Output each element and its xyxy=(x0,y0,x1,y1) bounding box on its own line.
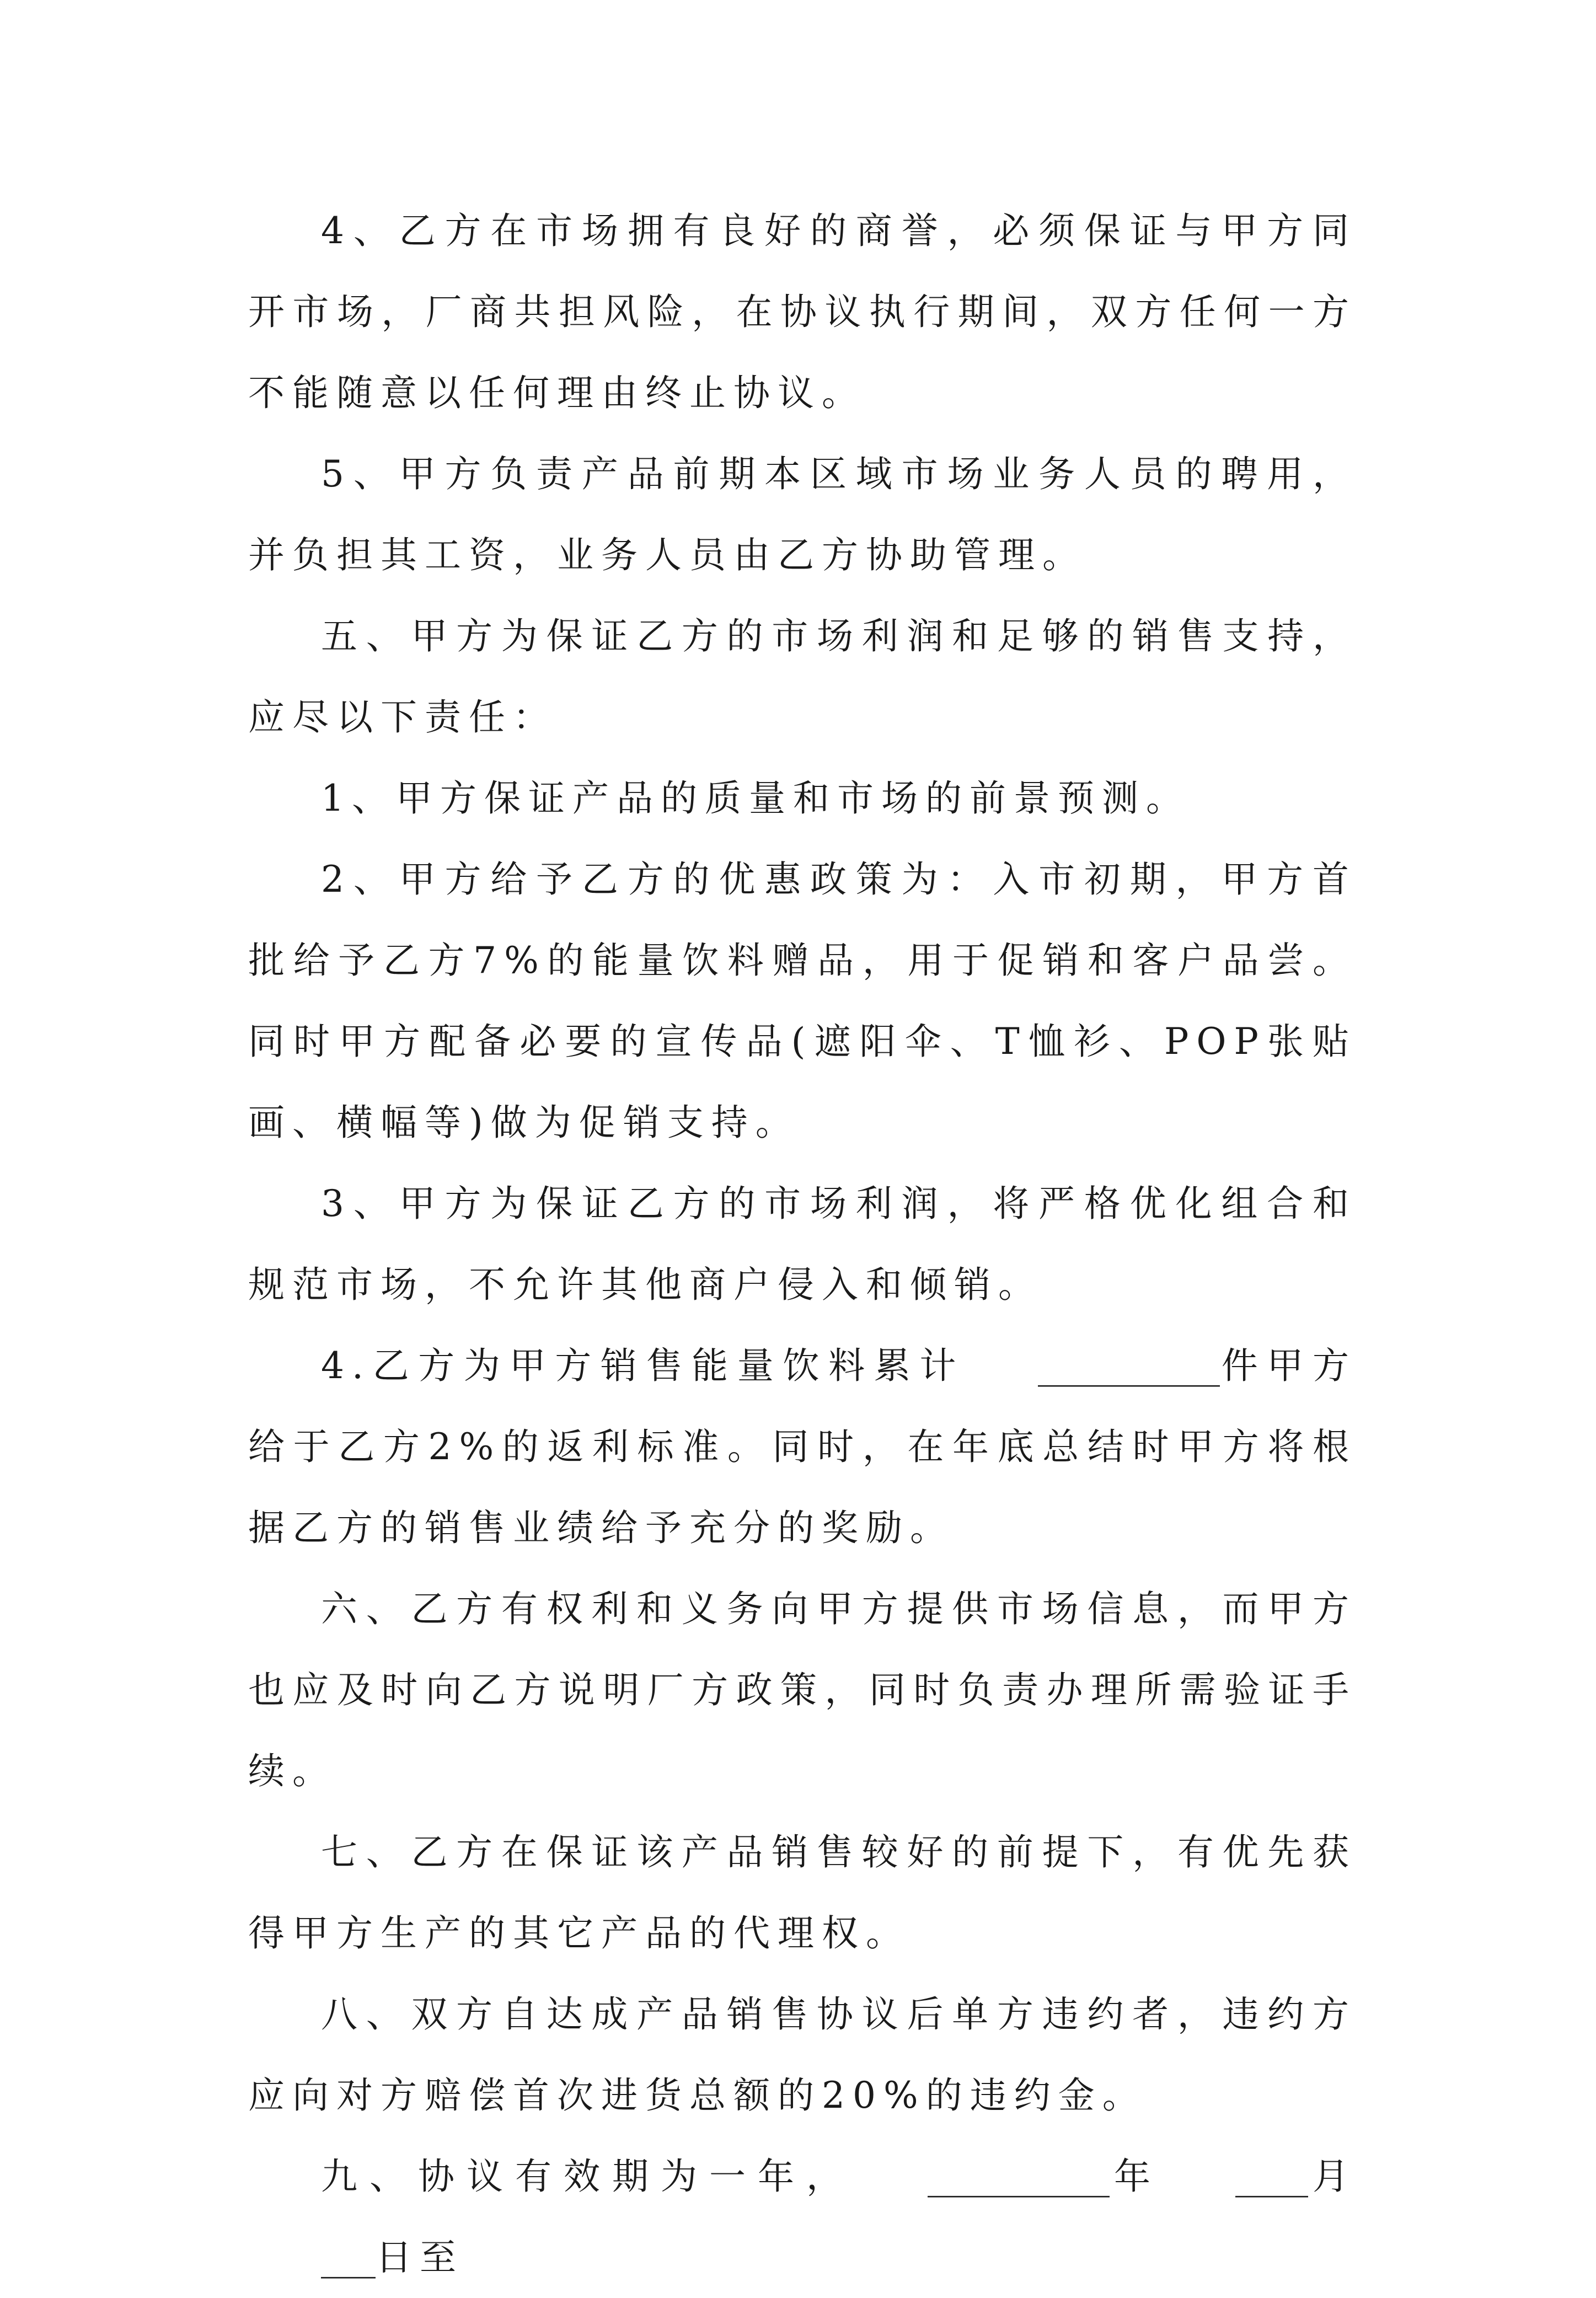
section-six xyxy=(248,1568,1357,1812)
clause-jia-2 xyxy=(248,839,1357,1163)
section-five-heading xyxy=(248,596,1357,758)
clause-text: 5、甲方负责产品前期本区域市场业务人员的聘用，并负担其工资，业务人员由乙方协助管理。 xyxy=(248,453,1357,576)
month-label: 月 xyxy=(1308,2155,1357,2198)
section-text: 六、乙方有权利和义务向甲方提供市场信息，而甲方也应及时向乙方说明厂方政策，同时负责办理所需验证手续。 xyxy=(248,1588,1357,1792)
section-text: 五、甲方为保证乙方的市场利润和足够的销售支持，应尽以下责任： xyxy=(248,615,1357,738)
clause-jia-4 xyxy=(248,1325,1357,1568)
section-text: 九、协议有效期为一年， xyxy=(321,2155,855,2198)
section-seven xyxy=(248,1812,1357,1974)
section-text: 七、乙方在保证该产品销售较好的前提下，有优先获得甲方生产的其它产品的代理权。 xyxy=(248,1831,1357,1954)
section-text: 八、双方自达成产品销售协议后单方违约者，违约方应向对方赔偿首次进货总额的20%的违约金。 xyxy=(248,1993,1357,2117)
clause-yi-4 xyxy=(248,190,1357,433)
clause-text: 4、乙方在市场拥有良好的商誉，必须保证与甲方同开市场，厂商共担风险，在协议执行期间，双方任何一方不能随意以任何理由终止协议。 xyxy=(248,210,1357,414)
clause-text-after-blank: 件甲方给于乙方2%的返利标准。同时，在年底总结时甲方将根据乙方的销售业绩给予充分的奖励。 xyxy=(248,1344,1357,1549)
clause-text-before-blank: 4.乙方为甲方销售能量饮料累计 xyxy=(321,1344,966,1387)
clause-yi-5 xyxy=(248,433,1357,596)
year-blank: __________ xyxy=(928,2155,1110,2198)
section-eight xyxy=(248,1974,1357,2136)
clause-text: 1、甲方保证产品的质量和市场的前景预测。 xyxy=(321,777,1190,819)
quantity-blank: __________ xyxy=(1038,1344,1220,1387)
day-blank: ___ xyxy=(321,2236,376,2279)
year-label: 年 xyxy=(1110,2155,1163,2198)
contract-body xyxy=(248,190,1357,2298)
clause-jia-3 xyxy=(248,1163,1357,1325)
clause-text: 2、甲方给予乙方的优惠政策为：入市初期，甲方首批给予乙方7%的能量饮料赠品，用于促销和客户品尝。同时甲方配备必要的宣传品(遮阳伞、T恤衫、POP张贴画、横幅等)做为促销支持。 xyxy=(248,858,1357,1144)
month-blank: ____ xyxy=(1235,2155,1308,2198)
clause-jia-1 xyxy=(248,758,1357,839)
clause-text: 3、甲方为保证乙方的市场利润，将严格优化组合和规范市场，不允许其他商户侵入和倾销。 xyxy=(248,1182,1357,1306)
day-label: 日至 xyxy=(376,2236,464,2279)
section-nine xyxy=(248,2136,1357,2298)
